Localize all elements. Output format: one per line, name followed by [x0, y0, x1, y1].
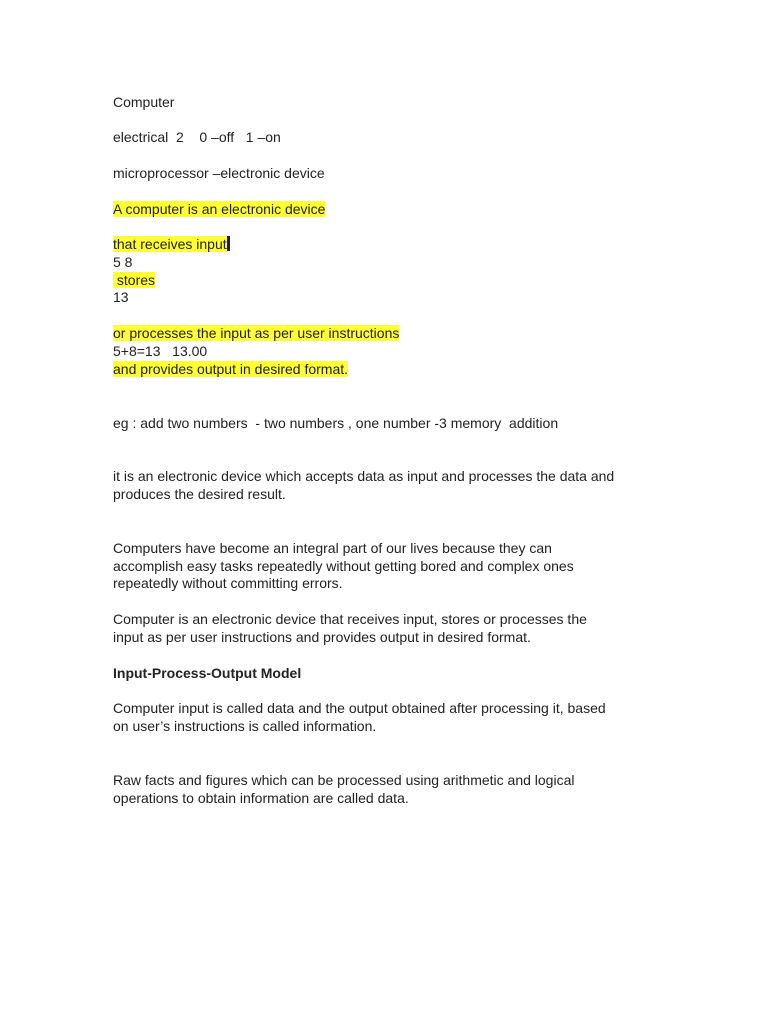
text-line: it is an electronic device which accepts data as input and processes the data and — [113, 468, 615, 484]
highlighted-text: that receives input — [113, 236, 227, 252]
highlighted-text: and provides output in desired format. — [113, 361, 349, 377]
highlighted-line — [113, 324, 399, 342]
text-cursor — [227, 236, 230, 251]
highlighted-line — [113, 200, 325, 218]
text-line: 5 8 — [113, 254, 133, 270]
text-line: repeatedly without committing errors. — [113, 575, 343, 591]
text-line: electrical 2 0 –off 1 –on — [113, 129, 281, 145]
text-line: input as per user instructions and provides output in desired format. — [113, 629, 531, 645]
highlighted-line — [113, 271, 155, 289]
text-line: eg : add two numbers - two numbers , one number -3 memory addition — [113, 415, 559, 431]
text-line: produces the desired result. — [113, 486, 286, 502]
highlighted-line — [113, 235, 230, 253]
text-line: microprocessor –electronic device — [113, 165, 325, 181]
highlighted-text: or processes the input as per user instructions — [113, 325, 400, 341]
text-line: 5+8=13 13.00 — [113, 343, 208, 359]
section-heading: Input-Process-Output Model — [113, 665, 302, 681]
text-line: Raw facts and figures which can be processed using arithmetic and logical — [113, 772, 575, 788]
text-line: Computer is an electronic device that receives input, stores or processes the — [113, 611, 587, 627]
text-line: Computer — [113, 94, 175, 110]
highlighted-text: stores — [113, 272, 156, 288]
text-line: on user’s instructions is called information. — [113, 718, 377, 734]
text-line: Computers have become an integral part of our lives because they can — [113, 540, 552, 556]
text-line: Computer input is called data and the output obtained after processing it, based — [113, 700, 606, 716]
highlighted-text: A computer is an electronic device — [113, 201, 326, 217]
highlighted-line — [113, 360, 348, 378]
text-line: accomplish easy tasks repeatedly without getting bored and complex ones — [113, 558, 574, 574]
text-line: operations to obtain information are called data. — [113, 790, 409, 806]
text-line: 13 — [113, 289, 129, 305]
